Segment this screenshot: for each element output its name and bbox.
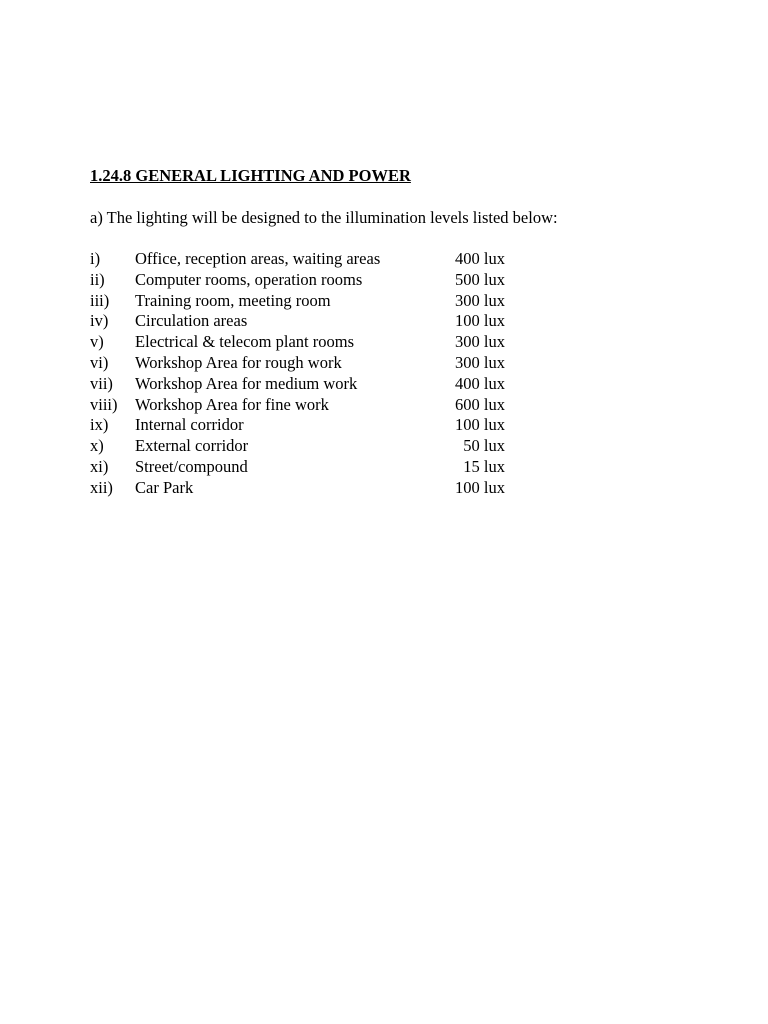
item-number: xi): [90, 456, 109, 476]
list-item: [90, 457, 530, 478]
item-lux-value: 300 lux: [455, 332, 505, 352]
item-number: vii): [90, 373, 113, 393]
item-lux-value: 15 lux: [463, 456, 505, 476]
item-description: Street/compound: [135, 456, 248, 476]
list-item: [90, 332, 530, 353]
item-lux-value: 100 lux: [455, 311, 505, 331]
item-description: Electrical & telecom plant rooms: [135, 332, 355, 352]
list-item: [90, 270, 530, 291]
list-item: [90, 395, 530, 416]
item-description: Computer rooms, operation rooms: [135, 269, 363, 289]
item-description: Car Park: [135, 477, 194, 497]
item-number: iii): [90, 290, 110, 310]
item-number: i): [90, 249, 101, 268]
illumination-list: [90, 249, 530, 499]
list-item: [90, 436, 530, 457]
item-lux-value: 300 lux: [455, 290, 505, 310]
item-description: Workshop Area for fine work: [135, 394, 329, 414]
item-lux-value: 100 lux: [455, 415, 505, 435]
item-lux-value: 300 lux: [455, 352, 505, 372]
item-description: Workshop Area for rough work: [135, 352, 342, 372]
item-lux-value: 500 lux: [455, 269, 505, 289]
list-item: [90, 374, 530, 395]
item-description: Workshop Area for medium work: [135, 373, 358, 393]
item-number: v): [90, 332, 104, 352]
item-number: xii): [90, 477, 113, 497]
item-lux-value: 400 lux: [455, 373, 505, 393]
item-lux-value: 50 lux: [463, 436, 505, 456]
item-number: iv): [90, 311, 109, 331]
item-number: viii): [90, 394, 118, 414]
list-item: [90, 311, 530, 332]
item-number: ii): [90, 269, 105, 289]
section-heading: 1.24.8 GENERAL LIGHTING AND POWER: [90, 166, 411, 185]
item-lux-value: 100 lux: [455, 477, 505, 497]
list-item: [90, 478, 530, 499]
list-item: [90, 249, 530, 270]
list-item: [90, 415, 530, 436]
item-lux-value: 600 lux: [455, 394, 505, 414]
item-number: x): [90, 436, 104, 456]
item-description: External corridor: [135, 436, 249, 456]
item-lux-value: 400 lux: [455, 249, 505, 268]
item-number: ix): [90, 415, 109, 435]
list-item: [90, 291, 530, 312]
intro-paragraph: a) The lighting will be designed to the illumination levels listed below:: [90, 208, 558, 227]
list-item: [90, 353, 530, 374]
item-number: vi): [90, 352, 109, 372]
item-description: Training room, meeting room: [135, 290, 331, 310]
item-description: Internal corridor: [135, 415, 244, 435]
item-description: Office, reception areas, waiting areas: [135, 249, 381, 268]
item-description: Circulation areas: [135, 311, 248, 331]
